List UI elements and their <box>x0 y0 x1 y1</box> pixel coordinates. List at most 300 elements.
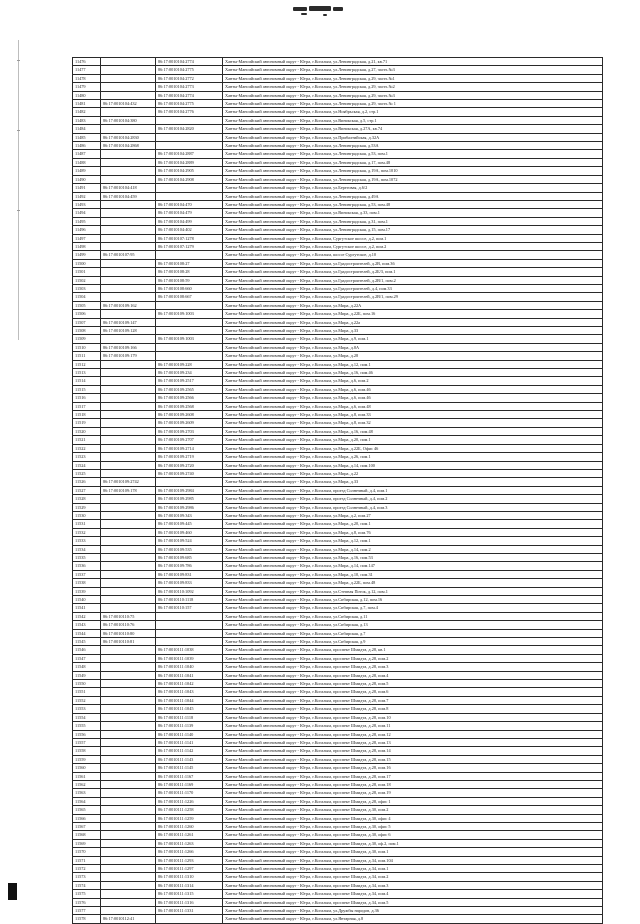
row-number: 11502 <box>73 276 101 284</box>
old-cadastral-number <box>101 461 156 469</box>
table-row <box>73 385 603 393</box>
table-row <box>73 663 603 671</box>
row-number: 11515 <box>73 385 101 393</box>
row-number: 11533 <box>73 537 101 545</box>
cadastral-number: 86:17:0010111:1170 <box>156 789 223 797</box>
address-cell: Ханты-Мансийский автономный округ - Югра, г.Когалым, ул.Ленинградская, д.53, пом.1 <box>223 150 603 158</box>
table-row <box>73 907 603 915</box>
old-cadastral-number <box>101 293 156 301</box>
old-cadastral-number <box>101 125 156 133</box>
row-number: 11527 <box>73 486 101 494</box>
margin-tick <box>17 130 20 131</box>
cadastral-number: 86:17:0010111:1141 <box>156 738 223 746</box>
table-row <box>73 873 603 881</box>
cadastral-number <box>156 301 223 309</box>
row-number: 11483 <box>73 116 101 124</box>
address-cell: Ханты-Мансийский автономный округ - Югра, г.Когалым, проспект Шмидта, д.34, пом.5 <box>223 898 603 906</box>
cadastral-number: 86:17:0010104:2820 <box>156 125 223 133</box>
address-cell: Ханты-Мансийский автономный округ - Югра, г.Когалым, ул.Мира, д.8, пом.76 <box>223 528 603 536</box>
table-row <box>73 839 603 847</box>
address-cell: Ханты-Мансийский автономный округ - Югра, г.Когалым, ул.Мира, д.20, пом.1 <box>223 436 603 444</box>
cadastral-number: 86:17:0010104:479 <box>156 209 223 217</box>
cadastral-number: 86:17:0010111:1297 <box>156 865 223 873</box>
address-cell: Ханты-Мансийский автономный округ - Югра, г.Когалым, проезд Солнечный, д.4, пом.1 <box>223 486 603 494</box>
row-number: 11564 <box>73 797 101 805</box>
old-cadastral-number: 86:17:0010110:76 <box>101 621 156 629</box>
old-cadastral-number <box>101 848 156 856</box>
register-body <box>73 58 603 924</box>
old-cadastral-number <box>101 83 156 91</box>
cadastral-number <box>156 142 223 150</box>
cadastral-number <box>156 621 223 629</box>
row-number: 11578 <box>73 915 101 923</box>
cadastral-number: 86:17:0010111:1226 <box>156 797 223 805</box>
old-cadastral-number <box>101 755 156 763</box>
cadastral-number: 86:17:0010109:2608 <box>156 411 223 419</box>
old-cadastral-number <box>101 259 156 267</box>
table-row <box>73 167 603 175</box>
row-number: 11539 <box>73 587 101 595</box>
cadastral-number: 86:17:0010111:1314 <box>156 881 223 889</box>
cadastral-number: 86:17:0010109:2719 <box>156 453 223 461</box>
row-number: 11486 <box>73 142 101 150</box>
old-cadastral-number: 86:17:0010104:418 <box>101 184 156 192</box>
row-number: 11554 <box>73 713 101 721</box>
address-cell: Ханты-Мансийский автономный округ - Югра, г.Когалым, ул.Мира, д.8, пом.32 <box>223 419 603 427</box>
old-cadastral-number <box>101 663 156 671</box>
row-number: 11540 <box>73 596 101 604</box>
old-cadastral-number <box>101 520 156 528</box>
cadastral-number <box>156 915 223 923</box>
table-row <box>73 822 603 830</box>
old-cadastral-number <box>101 654 156 662</box>
cadastral-number: 86:17:0010111:1310 <box>156 873 223 881</box>
table-row <box>73 890 603 898</box>
address-cell: Ханты-Мансийский автономный округ - Югра, г.Когалым, проспект Шмидта, д.28, пом.16 <box>223 764 603 772</box>
old-cadastral-number: 86:17:0010109:128 <box>101 327 156 335</box>
address-cell: Ханты-Мансийский автономный округ - Югра, г.Когалым, ул.Градостроителей, д.2В/1, пом.2 <box>223 276 603 284</box>
row-number: 11490 <box>73 175 101 183</box>
old-cadastral-number: 86:17:0010109:179 <box>101 352 156 360</box>
table-row <box>73 604 603 612</box>
row-number: 11480 <box>73 91 101 99</box>
cadastral-number: 86:17:0010109:234 <box>156 369 223 377</box>
address-cell: Ханты-Мансийский автономный округ - Югра, г.Когалым, ул.Ленинградская, д.29, часть №2 <box>223 83 603 91</box>
address-cell: Ханты-Мансийский автономный округ - Югра, г.Когалым, ул.Ленинградская, д.29, часть №1 <box>223 74 603 82</box>
table-row <box>73 713 603 721</box>
row-number: 11551 <box>73 688 101 696</box>
cadastral-number: 86:17:0010104:402 <box>156 226 223 234</box>
old-cadastral-number <box>101 226 156 234</box>
row-number: 11546 <box>73 646 101 654</box>
address-cell: Ханты-Мансийский автономный округ - Югра, г.Когалым, ул.Ленинградская, д.29, часть №3 <box>223 91 603 99</box>
old-cadastral-number <box>101 360 156 368</box>
address-cell: Ханты-Мансийский автономный округ - Югра, г.Когалым, ул.Ленинградская, д.27, часть №3 <box>223 66 603 74</box>
table-row <box>73 772 603 780</box>
cadastral-number: 86:17:0010111:1045 <box>156 705 223 713</box>
row-number: 11510 <box>73 343 101 351</box>
old-cadastral-number <box>101 444 156 452</box>
table-row <box>73 629 603 637</box>
table-row <box>73 133 603 141</box>
address-cell: Ханты-Мансийский автономный округ - Югра, г.Когалым, проспект Шмидта, д.30, пом.2 <box>223 806 603 814</box>
cadastral-number <box>156 184 223 192</box>
row-number: 11517 <box>73 402 101 410</box>
cadastral-number: 86:17:0010104:2905 <box>156 167 223 175</box>
cadastral-number <box>156 318 223 326</box>
address-cell: Ханты-Мансийский автономный округ - Югра, г.Когалым, проспект Шмидта, д.30, оф.2, пом.1 <box>223 839 603 847</box>
table-row <box>73 100 603 108</box>
cadastral-number: 86:17:0010111:1145 <box>156 764 223 772</box>
row-number: 11572 <box>73 865 101 873</box>
row-number: 11491 <box>73 184 101 192</box>
register-table <box>72 57 603 924</box>
address-cell: Ханты-Мансийский автономный округ - Югра, г.Когалым, проспект Шмидта, д.34, пом.3 <box>223 881 603 889</box>
old-cadastral-number: 86:17:0010109:178 <box>101 486 156 494</box>
row-number: 11537 <box>73 570 101 578</box>
address-cell: Ханты-Мансийский автономный округ - Югра, г.Когалым, ул.Мира, д.14, пом.147 <box>223 562 603 570</box>
old-cadastral-number <box>101 419 156 427</box>
table-row <box>73 310 603 318</box>
cadastral-number: 86:17:0010104:2772 <box>156 74 223 82</box>
table-row <box>73 284 603 292</box>
cadastral-number: 86:17:0010109:524 <box>156 537 223 545</box>
row-number: 11538 <box>73 579 101 587</box>
table-row <box>73 251 603 259</box>
row-number: 11526 <box>73 478 101 486</box>
cadastral-number: 86:17:0010110:1092 <box>156 587 223 595</box>
old-cadastral-number <box>101 671 156 679</box>
address-cell: Ханты-Мансийский автономный округ - Югра, г.Когалым, проспект Шмидта, д.30, пом.1 <box>223 848 603 856</box>
table-row <box>73 268 603 276</box>
table-row <box>73 427 603 435</box>
table-row <box>73 596 603 604</box>
table-row <box>73 646 603 654</box>
cadastral-number: 86:17:0010109:1003 <box>156 335 223 343</box>
cadastral-number: 86:17:0010104:2774 <box>156 91 223 99</box>
old-cadastral-number <box>101 831 156 839</box>
row-number: 11514 <box>73 377 101 385</box>
old-cadastral-number <box>101 58 156 66</box>
cadastral-number: 86:17:0010111:1140 <box>156 730 223 738</box>
row-number: 11555 <box>73 722 101 730</box>
row-number: 11558 <box>73 747 101 755</box>
row-number: 11484 <box>73 125 101 133</box>
cadastral-number: 86:17:0010111:1139 <box>156 722 223 730</box>
table-row <box>73 242 603 250</box>
old-cadastral-number <box>101 772 156 780</box>
old-cadastral-number <box>101 696 156 704</box>
table-row <box>73 486 603 494</box>
table-row <box>73 654 603 662</box>
cadastral-number: 86:17:0010111:1143 <box>156 755 223 763</box>
cadastral-number: 86:17:0010109:685 <box>156 553 223 561</box>
cadastral-number: 86:17:0010109:445 <box>156 520 223 528</box>
old-cadastral-number <box>101 722 156 730</box>
table-row <box>73 780 603 788</box>
address-cell: Ханты-Мансийский автономный округ - Югра, г.Когалым, проспект Шмидта, д.28, пом.12 <box>223 730 603 738</box>
row-number: 11535 <box>73 553 101 561</box>
address-cell: Ханты-Мансийский автономный округ - Югра, г.Когалым, Сургутское шоссе, д.2, пом.1 <box>223 234 603 242</box>
cadastral-number: 86:17:0010109:2985 <box>156 495 223 503</box>
table-row <box>73 898 603 906</box>
address-cell: Ханты-Мансийский автономный округ - Югра, г.Когалым, проспект Шмидта, д.28, пом.6 <box>223 688 603 696</box>
address-cell: Ханты-Мансийский автономный округ - Югра, г.Когалым, ул.Мира, д.16, пом.48 <box>223 427 603 435</box>
row-number: 11488 <box>73 158 101 166</box>
old-cadastral-number <box>101 890 156 898</box>
address-cell: Ханты-Мансийский автономный округ - Югра, г.Когалым, проспект Шмидта, д.30, офис 5 <box>223 822 603 830</box>
row-number: 11512 <box>73 360 101 368</box>
table-row <box>73 747 603 755</box>
cadastral-number: 86:17:0010111:1118 <box>156 713 223 721</box>
cadastral-number: 86:17:0010111:1042 <box>156 680 223 688</box>
row-number: 11549 <box>73 671 101 679</box>
row-number: 11477 <box>73 66 101 74</box>
table-row <box>73 318 603 326</box>
cadastral-number: 86:17:0010108:59 <box>156 276 223 284</box>
table-row <box>73 436 603 444</box>
table-row <box>73 545 603 553</box>
address-cell: Ханты-Мансийский автономный округ - Югра, г.Когалым, проезд Солнечный, д.4, пом.3 <box>223 503 603 511</box>
table-row <box>73 520 603 528</box>
address-cell: Ханты-Мансийский автономный округ - Югра, г.Когалым, ул.Мира, д.28 <box>223 352 603 360</box>
cadastral-number: 86:17:0010111:1142 <box>156 747 223 755</box>
old-cadastral-number <box>101 369 156 377</box>
row-number: 11544 <box>73 629 101 637</box>
row-number: 11562 <box>73 780 101 788</box>
address-cell: Ханты-Мансийский автономный округ - Югра, г.Когалым, ул.Сибирская, д.11 <box>223 612 603 620</box>
row-number: 11552 <box>73 696 101 704</box>
table-row <box>73 301 603 309</box>
cadastral-number: 86:17:0010109:2740 <box>156 469 223 477</box>
cadastral-number <box>156 343 223 351</box>
row-number: 11523 <box>73 453 101 461</box>
address-cell: Ханты-Мансийский автономный округ - Югра, г.Когалым, ул.Мира, д.6, пом.46 <box>223 394 603 402</box>
table-row <box>73 369 603 377</box>
address-cell: Ханты-Мансийский автономный округ - Югра, г.Когалым, ул.Мира, д.16, пом.53 <box>223 553 603 561</box>
row-number: 11566 <box>73 814 101 822</box>
old-cadastral-number <box>101 167 156 175</box>
table-row <box>73 394 603 402</box>
old-cadastral-number: 86:17:0010109:166 <box>101 343 156 351</box>
old-cadastral-number <box>101 713 156 721</box>
old-cadastral-number: 86:17:0010104:380 <box>101 116 156 124</box>
table-row <box>73 511 603 519</box>
old-cadastral-number <box>101 453 156 461</box>
table-row <box>73 612 603 620</box>
address-cell: Ханты-Мансийский автономный округ - Югра, г.Когалым, ул.Винокская, д.33, пом.1 <box>223 209 603 217</box>
old-cadastral-number <box>101 806 156 814</box>
cadastral-number <box>156 133 223 141</box>
old-cadastral-number <box>101 268 156 276</box>
address-cell: Ханты-Мансийский автономный округ - Югра, г.Когалым, ул.Сибирская, д.12, пом.16 <box>223 596 603 604</box>
old-cadastral-number <box>101 881 156 889</box>
address-cell: Ханты-Мансийский автономный округ - Югра, г.Когалым, ул.Мира, д.22 <box>223 469 603 477</box>
address-cell: Ханты-Мансийский автономный округ - Югра, г.Когалым, ул.Градостроителей, д.2В/1, пом.29 <box>223 293 603 301</box>
table-row <box>73 58 603 66</box>
row-number: 11547 <box>73 654 101 662</box>
margin-line <box>18 40 19 340</box>
cadastral-number: 86:17:0010107:1278 <box>156 234 223 242</box>
table-row <box>73 150 603 158</box>
address-cell: Ханты-Мансийский автономный округ - Югра, г.Когалым, ул.Градостроителей, д.2Б/3, пом.1 <box>223 268 603 276</box>
cadastral-number: 86:17:0010109:2714 <box>156 444 223 452</box>
cadastral-number: 86:17:0010111:1263 <box>156 839 223 847</box>
table-row <box>73 797 603 805</box>
table-row <box>73 738 603 746</box>
old-cadastral-number <box>101 839 156 847</box>
old-cadastral-number <box>101 108 156 116</box>
old-cadastral-number <box>101 789 156 797</box>
address-cell: Ханты-Мансийский автономный округ - Югра, г.Когалым, ул.Мира, д.12, пом.1 <box>223 537 603 545</box>
address-cell: Ханты-Мансийский автономный округ - Югра, г.Когалым, ул.Мира, д.9, пом.1 <box>223 335 603 343</box>
row-number: 11541 <box>73 604 101 612</box>
cadastral-number: 86:17:0010104:2889 <box>156 158 223 166</box>
address-cell: Ханты-Мансийский автономный округ - Югра, г.Когалым, ул.Ленинградская, д.15, пом.17 <box>223 226 603 234</box>
row-number: 11565 <box>73 806 101 814</box>
old-cadastral-number <box>101 865 156 873</box>
cadastral-number: 86:17:0010109:1003 <box>156 310 223 318</box>
row-number: 11482 <box>73 108 101 116</box>
old-cadastral-number <box>101 436 156 444</box>
row-number: 11577 <box>73 907 101 915</box>
old-cadastral-number <box>101 276 156 284</box>
address-cell: Ханты-Мансийский автономный округ - Югра, г.Когалым, ул.Мира, д.26, пом.1 <box>223 453 603 461</box>
table-row <box>73 377 603 385</box>
old-cadastral-number <box>101 873 156 881</box>
address-cell: Ханты-Мансийский автономный округ - Югра, г.Когалым, ул.Янтарная, д.8 <box>223 915 603 923</box>
table-row <box>73 91 603 99</box>
table-row <box>73 83 603 91</box>
address-cell: Ханты-Мансийский автономный округ - Югра, г.Когалым, проспект Шмидта, д.34, пом.4 <box>223 890 603 898</box>
old-cadastral-number <box>101 511 156 519</box>
row-number: 11522 <box>73 444 101 452</box>
table-row <box>73 217 603 225</box>
cadastral-number: 86:17:0010111:1038 <box>156 646 223 654</box>
table-row <box>73 764 603 772</box>
row-number: 11495 <box>73 217 101 225</box>
address-cell: Ханты-Мансийский автономный округ - Югра, г.Когалым, ул.Ленинградская, д.21, кв.71 <box>223 58 603 66</box>
address-cell: Ханты-Мансийский автономный округ - Югра, г.Когалым, ул.Мира, д.33 <box>223 327 603 335</box>
cadastral-number: 86:17:0010109:833 <box>156 579 223 587</box>
address-cell: Ханты-Мансийский автономный округ - Югра, г.Когалым, проспект Шмидта, д.28, пом.7 <box>223 696 603 704</box>
row-number: 11536 <box>73 562 101 570</box>
old-cadastral-number: 86:17:0010104:2830 <box>101 133 156 141</box>
old-cadastral-number <box>101 385 156 393</box>
old-cadastral-number <box>101 377 156 385</box>
old-cadastral-number: 86:17:0010107:95 <box>101 251 156 259</box>
address-cell: Ханты-Мансийский автономный округ - Югра, г.Когалым, ул.Мира, д.12, пом.1 <box>223 360 603 368</box>
row-number: 11509 <box>73 335 101 343</box>
row-number: 11560 <box>73 764 101 772</box>
row-number: 11550 <box>73 680 101 688</box>
address-cell: Ханты-Мансийский автономный округ - Югра, г.Когалым, ул.Мира, д.22а <box>223 318 603 326</box>
table-row <box>73 881 603 889</box>
address-cell: Ханты-Мансийский автономный округ - Югра, г.Когалым, ул.Ленинградская, д.19А, пом.1010 <box>223 167 603 175</box>
old-cadastral-number <box>101 200 156 208</box>
row-number: 11497 <box>73 234 101 242</box>
address-cell: Ханты-Мансийский автономный округ - Югра, г.Когалым, проспект Шмидта, д.28, пом.10 <box>223 713 603 721</box>
row-number: 11505 <box>73 301 101 309</box>
address-cell: Ханты-Мансийский автономный округ - Югра, г.Когалым, ул.Сибирская, д.7 <box>223 629 603 637</box>
cadastral-number: 86:17:0010104:2775 <box>156 100 223 108</box>
address-cell: Ханты-Мансийский автономный округ - Югра, г.Когалым, ул.Сибирская, д.9 <box>223 638 603 646</box>
cadastral-number: 86:17:0010104:2773 <box>156 83 223 91</box>
row-number: 11496 <box>73 226 101 234</box>
row-number: 11545 <box>73 638 101 646</box>
row-number: 11485 <box>73 133 101 141</box>
old-cadastral-number <box>101 537 156 545</box>
row-number: 11487 <box>73 150 101 158</box>
address-cell: Ханты-Мансийский автономный округ - Югра, г.Когалым, проспект Шмидта, д.28, пом.2 <box>223 654 603 662</box>
cadastral-number: 86:17:0010108:27 <box>156 259 223 267</box>
old-cadastral-number: 86:17:0010109:162 <box>101 301 156 309</box>
cadastral-number: 86:17:0010111:1258 <box>156 806 223 814</box>
old-cadastral-number: 86:17:0010112:41 <box>101 915 156 923</box>
address-cell: Ханты-Мансийский автономный округ - Югра, г.Когалым, ул.Винокская, д.5, стр.1 <box>223 116 603 124</box>
cadastral-number: 86:17:0010111:1039 <box>156 654 223 662</box>
row-number: 11493 <box>73 200 101 208</box>
table-row <box>73 915 603 923</box>
old-cadastral-number <box>101 503 156 511</box>
row-number: 11525 <box>73 469 101 477</box>
old-cadastral-number <box>101 797 156 805</box>
cadastral-number: 86:17:0010109:2703 <box>156 427 223 435</box>
cadastral-number: 86:17:0010110:1118 <box>156 596 223 604</box>
old-cadastral-number <box>101 150 156 158</box>
address-cell: Ханты-Мансийский автономный округ - Югра, г.Когалым, ул.Мира, д.14, пом.100 <box>223 461 603 469</box>
table-row <box>73 722 603 730</box>
address-cell: Ханты-Мансийский автономный округ - Югра, г.Когалым, шоссе Сургутское, д.10 <box>223 251 603 259</box>
old-cadastral-number <box>101 158 156 166</box>
table-row <box>73 419 603 427</box>
row-number: 11518 <box>73 411 101 419</box>
address-cell: Ханты-Мансийский автономный округ - Югра, г.Когалым, проспект Шмидта, д.28, пом.17 <box>223 772 603 780</box>
table-row <box>73 562 603 570</box>
row-number: 11519 <box>73 419 101 427</box>
row-number: 11532 <box>73 528 101 536</box>
address-cell: Ханты-Мансийский автономный округ - Югра, г.Когалым, проспект Шмидта, д.28, пом.5 <box>223 680 603 688</box>
row-number: 11499 <box>73 251 101 259</box>
address-cell: Ханты-Мансийский автономный округ - Югра, г.Когалым, Сургутское шоссе, д.2, пом.2 <box>223 242 603 250</box>
table-row <box>73 478 603 486</box>
old-cadastral-number <box>101 209 156 217</box>
old-cadastral-number <box>101 562 156 570</box>
row-number: 11479 <box>73 83 101 91</box>
address-cell: Ханты-Мансийский автономный округ - Югра, г.Когалым, ул.Мира, д.10, пом.31 <box>223 570 603 578</box>
row-number: 11506 <box>73 310 101 318</box>
table-row <box>73 696 603 704</box>
old-cadastral-number <box>101 688 156 696</box>
row-number: 11575 <box>73 890 101 898</box>
table-row <box>73 495 603 503</box>
row-number: 11508 <box>73 327 101 335</box>
table-row <box>73 66 603 74</box>
old-cadastral-number <box>101 402 156 410</box>
row-number: 11513 <box>73 369 101 377</box>
table-row <box>73 570 603 578</box>
cadastral-number: 86:17:0010109:831 <box>156 570 223 578</box>
row-number: 11531 <box>73 520 101 528</box>
cadastral-number: 86:17:0010108:667 <box>156 293 223 301</box>
table-row <box>73 814 603 822</box>
table-row <box>73 705 603 713</box>
old-cadastral-number <box>101 780 156 788</box>
address-cell: Ханты-Мансийский автономный округ - Югра, г.Когалым, ул.Мира, д.16, пом.46 <box>223 369 603 377</box>
table-row <box>73 411 603 419</box>
old-cadastral-number <box>101 528 156 536</box>
header-stamp <box>283 4 353 18</box>
